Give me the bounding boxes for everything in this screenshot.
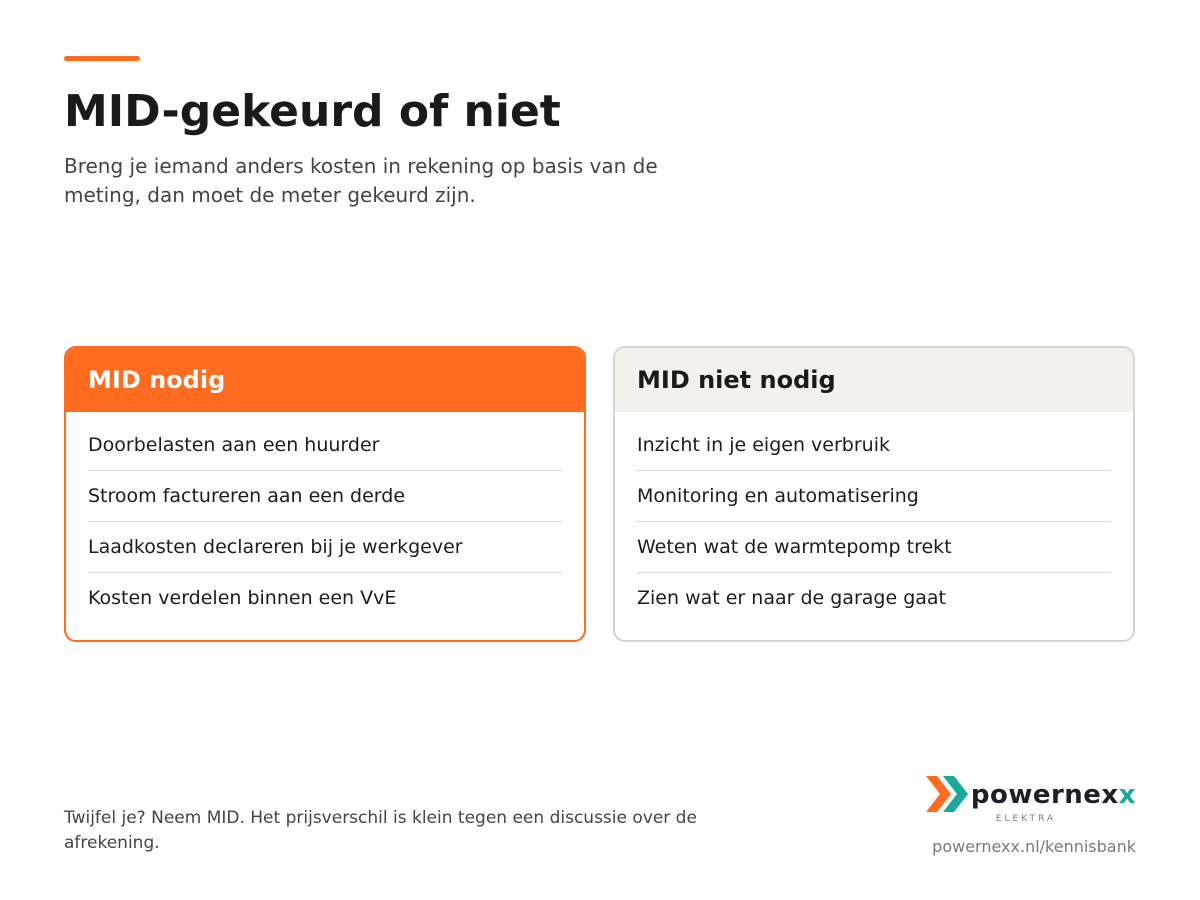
footer-note: Twijfel je? Neem MID. Het prijsverschil is klein tegen een discussie over de afrekening. bbox=[64, 808, 697, 853]
card-mid-not-needed bbox=[613, 346, 1135, 642]
page-title: MID-gekeurd of niet bbox=[64, 86, 561, 137]
list-item: Monitoring en automatisering bbox=[637, 471, 1111, 522]
list-item: Weten wat de warmtepomp trekt bbox=[637, 522, 1111, 573]
brand-block bbox=[876, 772, 1136, 862]
card-mid-not-needed-title: MID niet nodig bbox=[615, 348, 1133, 412]
list-item: Kosten verdelen binnen een VvE bbox=[88, 587, 397, 609]
page-subtitle: Breng je iemand anders kosten in rekening op basis van de meting, dan moet de meter gekeurd zijn. bbox=[64, 154, 658, 207]
card-mid-not-needed-list bbox=[615, 412, 1133, 623]
brand-wordmark bbox=[971, 780, 1136, 810]
brand-url: powernexx.nl/kennisbank bbox=[932, 837, 1136, 856]
list-item: Stroom factureren aan een derde bbox=[88, 471, 562, 522]
card-mid-needed bbox=[64, 346, 586, 642]
card-mid-needed-list bbox=[66, 412, 584, 623]
brand-name: powernex bbox=[970, 780, 1119, 810]
brand-name-accent: x bbox=[1118, 780, 1136, 810]
list-item: Inzicht in je eigen verbruik bbox=[637, 420, 1111, 471]
title-accent-bar bbox=[64, 56, 140, 61]
list-item: Zien wat er naar de garage gaat bbox=[637, 587, 946, 609]
card-mid-needed-title: MID nodig bbox=[66, 348, 584, 412]
list-item: Doorbelasten aan een huurder bbox=[88, 420, 562, 471]
list-item: Laadkosten declareren bij je werkgever bbox=[88, 522, 562, 573]
brand-tagline: ELEKTRA bbox=[995, 814, 1056, 824]
double-chevron-logo-icon bbox=[926, 774, 972, 814]
